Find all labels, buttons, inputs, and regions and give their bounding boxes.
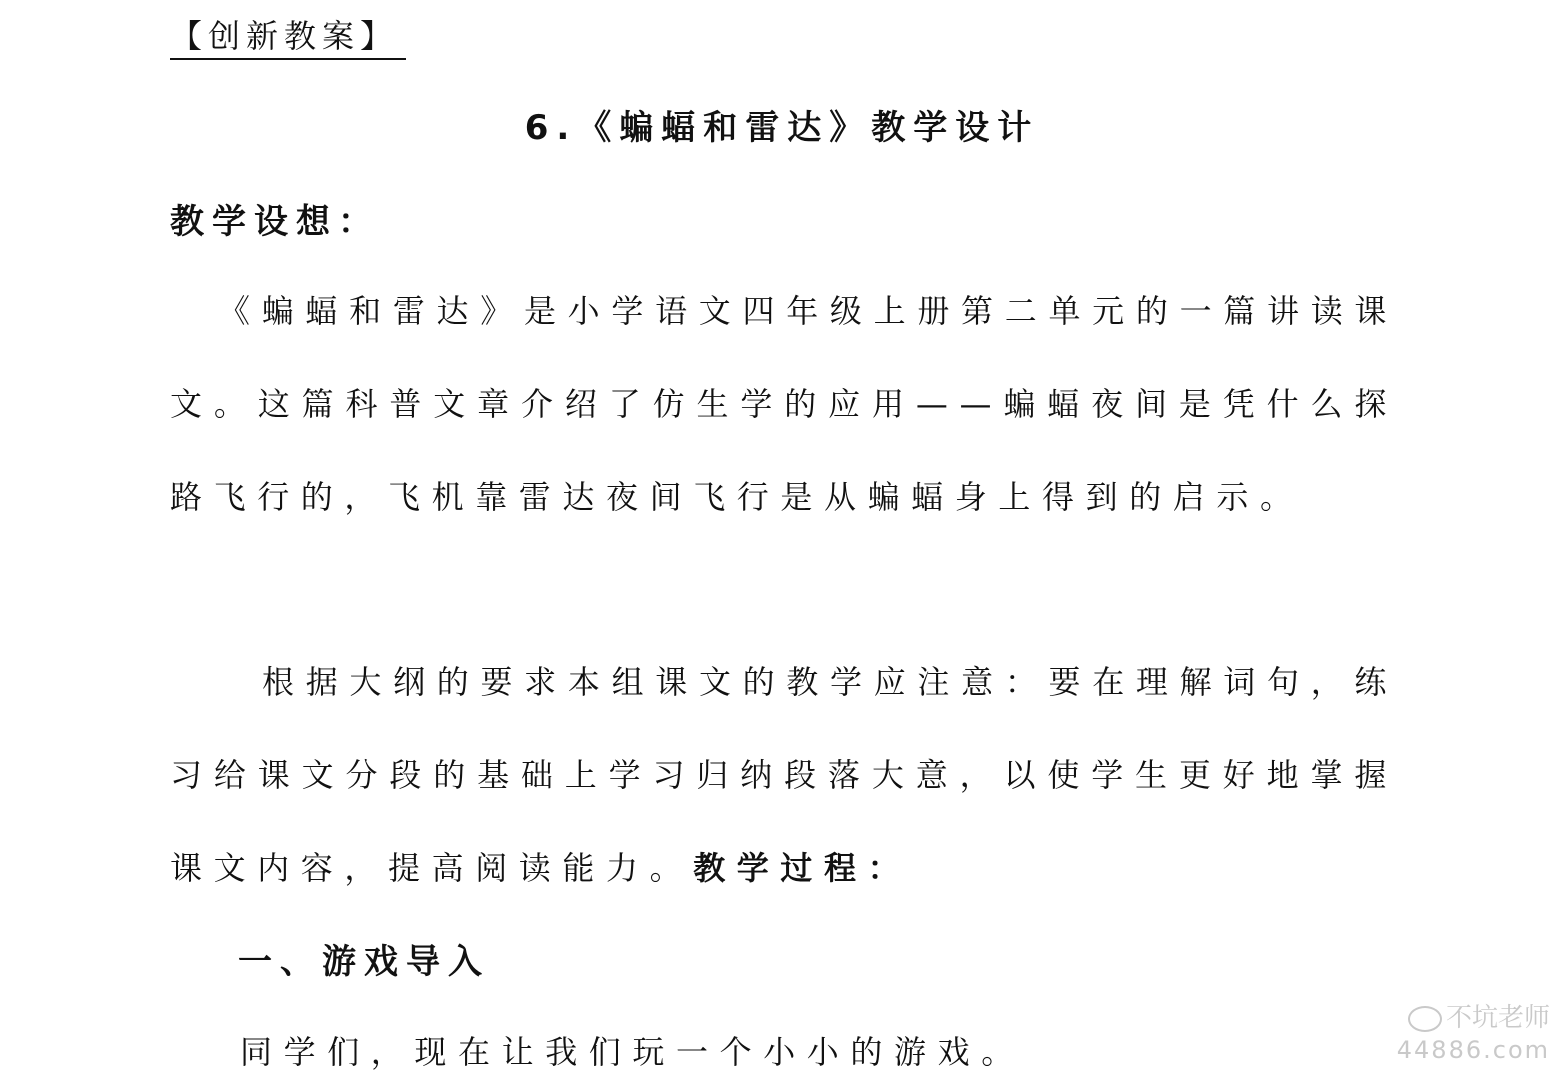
watermark-domain: 44886.com xyxy=(1396,1036,1550,1064)
paragraph-requirements xyxy=(170,636,1398,915)
section-heading: 教学设想： xyxy=(170,202,380,242)
step-heading: 一、游戏导入 xyxy=(238,942,490,982)
paragraph-intro: 《蝙蝠和雷达》是小学语文四年级上册第二单元的一篇讲读课文。这篇科普文章介绍了仿生学的应用——蝙蝠夜间是凭什么探路飞行的，飞机靠雷达夜间飞行是从蝙蝠身上得到的启示。 xyxy=(170,292,1398,516)
step-text: 同学们，现在让我们玩一个小小的游戏。 xyxy=(240,1033,1025,1071)
watermark-name: 不坑老师 xyxy=(1445,1003,1550,1033)
wechat-icon xyxy=(1408,1006,1442,1032)
document-title: 6.《蝙蝠和雷达》教学设计 xyxy=(524,108,1040,148)
watermark xyxy=(1397,1002,1550,1066)
header-tag: 【创新教案】 xyxy=(170,14,406,60)
paragraph-requirements-text: 根据大纲的要求本组课文的教学应注意：要在理解词句，练习给课文分段的基础上学习归纳段落大意，以使学生更好地掌握课文内容，提高阅读能力。 xyxy=(170,663,1398,887)
process-heading: 教学过程： xyxy=(693,849,912,887)
